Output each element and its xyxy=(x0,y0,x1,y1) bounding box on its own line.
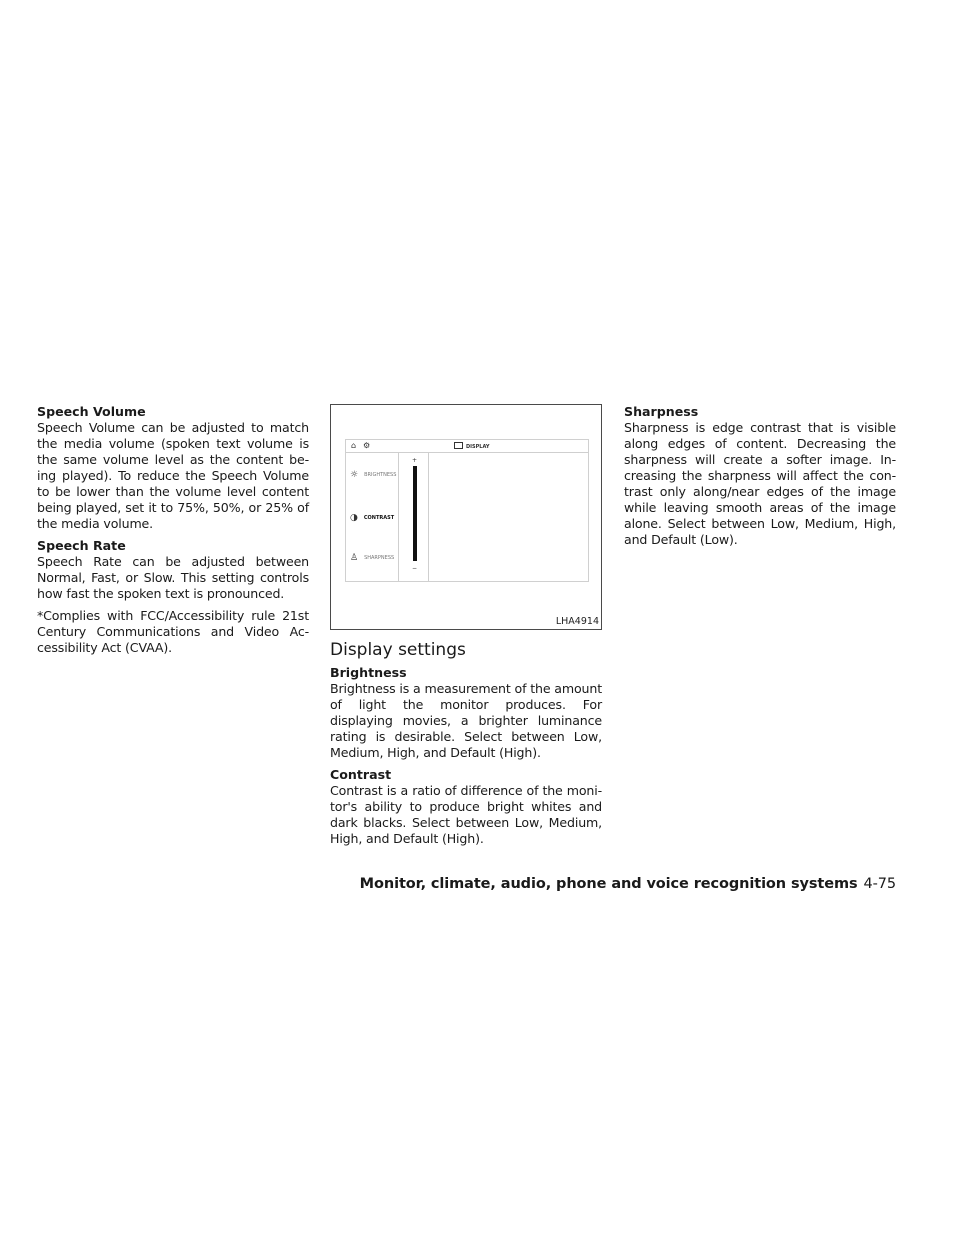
speech-volume-text: Speech Volume can be adjusted to match the media volume (spoken text volume is the same volume level as the content be- ing played). To reduce the Speech Volume to be lower than the volume level content being played, set it to 75%, 50%, or 25% of the media volume. xyxy=(37,420,309,531)
slider-minus: − xyxy=(412,565,418,572)
menu-item-label: SHARPNESS xyxy=(364,555,395,561)
brightness-heading: Brightness xyxy=(330,665,407,680)
sharpness-icon: ♙ xyxy=(350,553,359,563)
speech-volume-heading: Speech Volume xyxy=(37,404,146,419)
column-2 xyxy=(330,404,602,853)
brightness-icon: ☼ xyxy=(350,470,359,480)
display-settings-figure xyxy=(330,404,602,630)
menu-item-label: BRIGHTNESS xyxy=(364,472,397,478)
menu-item-brightness xyxy=(350,470,396,480)
figure-code: LHA4914 xyxy=(555,616,599,627)
speech-rate-text: Speech Rate can be adjusted between Normal, Fast, or Slow. This setting controls how fast the spoken text is pronounced. xyxy=(37,554,309,601)
display-screen xyxy=(345,439,589,582)
page-footer xyxy=(360,876,896,892)
sharpness-heading: Sharpness xyxy=(624,404,699,419)
contrast-icon: ◑ xyxy=(350,513,358,523)
compliance-note: *Complies with FCC/Accessibility rule 21st Century Communications and Video Ac- cessibility Act (CVAA). xyxy=(37,608,309,655)
home-icon: ⌂ xyxy=(351,441,357,450)
section-title: Display settings xyxy=(330,640,466,660)
screen-title: DISPLAY xyxy=(454,442,489,450)
page-number: 4-75 xyxy=(863,876,896,892)
contrast-text: Contrast is a ratio of difference of the moni- tor's ability to produce bright whites and dark blacks. Select between Low, Medium, High, and Default (High). xyxy=(330,783,602,846)
menu-item-sharpness xyxy=(350,553,394,563)
screen-divider-2 xyxy=(428,453,429,581)
chapter-title: Monitor, climate, audio, phone and voice recognition systems xyxy=(359,876,858,892)
menu-item-contrast xyxy=(350,513,394,523)
contrast-slider xyxy=(412,457,418,572)
screen-top-bar xyxy=(346,440,588,453)
menu-item-label: CONTRAST xyxy=(363,515,395,521)
column-1 xyxy=(37,404,309,662)
brightness-text: Brightness is a measurement of the amount of light the monitor produces. For displaying movies, a brighter luminance rating is desirable. Select between Low, Medium, High, and Default (High). xyxy=(330,681,602,760)
contrast-heading: Contrast xyxy=(330,767,392,782)
slider-plus: + xyxy=(412,457,418,464)
gear-icon: ⚙ xyxy=(363,441,371,450)
slider-track xyxy=(413,466,417,561)
sharpness-text: Sharpness is edge contrast that is visible along edges of content. Decreasing the sharpness will create a softer image. In- creasing the sharpness will affect the con- trast only along/near edges of the image while leaving smooth areas of the image alone. Select between Low, Medium, High, and Default (Low). xyxy=(624,420,896,547)
screen-divider xyxy=(398,453,399,581)
speech-rate-heading: Speech Rate xyxy=(37,538,126,553)
column-3 xyxy=(624,404,896,554)
